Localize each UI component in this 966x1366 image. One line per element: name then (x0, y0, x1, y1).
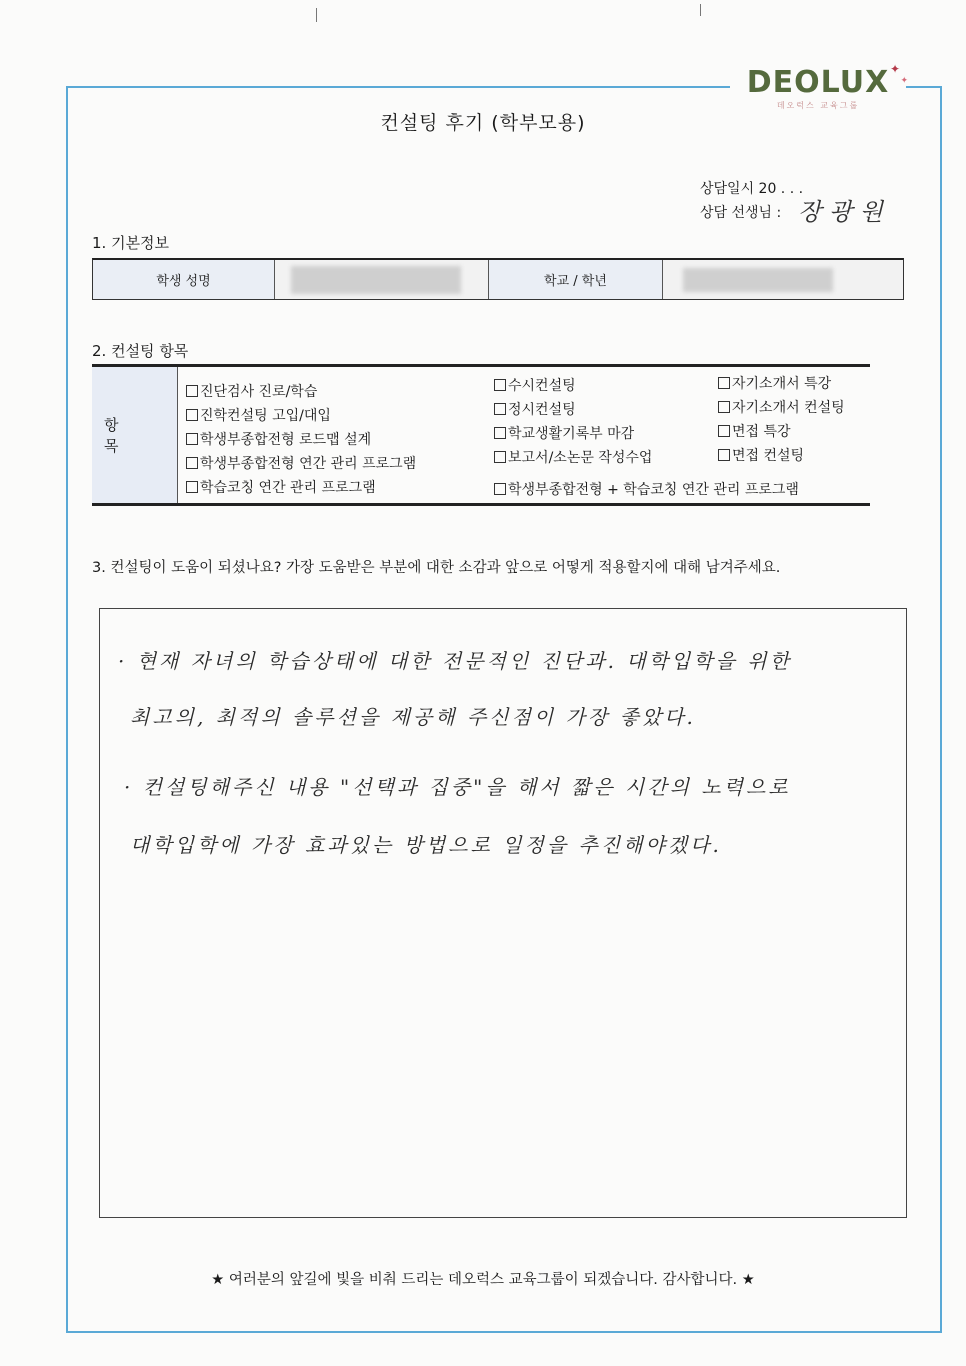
checkbox-icon[interactable] (718, 401, 730, 413)
handwritten-line: 최고의, 최적의 솔루션을 제공해 주신점이 가장 좋았다. (130, 705, 696, 729)
section-comment: 3. 컨설팅이 도움이 되셨나요? 가장 도움받은 부분에 대한 소감과 앞으로 어떻게 적용할지에 대해 남겨주세요. (92, 560, 781, 576)
consult-date: 상담일시 20 . . . (700, 181, 804, 197)
checkbox-item[interactable]: 자기소개서 컨설팅 (718, 397, 845, 417)
checkbox-icon[interactable] (186, 433, 198, 445)
logo-subtitle: 데오럭스 교육그룹 (776, 101, 860, 110)
items-header: 항 목 (92, 367, 178, 503)
checkbox-icon[interactable] (718, 377, 730, 389)
items-table (92, 364, 870, 506)
teacher-signature: 장 광 원 (798, 198, 883, 226)
checkbox-icon[interactable] (718, 449, 730, 461)
checkbox-icon[interactable] (494, 483, 506, 495)
checkbox-icon[interactable] (494, 379, 506, 391)
consult-teacher-label: 상담 선생님 : (700, 205, 782, 221)
checkbox-item[interactable]: 학생부종합전형 로드맵 설계 (186, 429, 371, 449)
checkbox-item[interactable]: 정시컨설팅 (494, 399, 576, 419)
handwritten-line: · 현재 자녀의 학습상태에 대한 전문적인 진단과. 대학입학을 위한 (118, 649, 792, 673)
scan-mark (700, 4, 701, 16)
student-name-redacted (275, 260, 489, 299)
checkbox-icon[interactable] (186, 385, 198, 397)
checkbox-icon[interactable] (494, 451, 506, 463)
student-name-label: 학생 성명 (93, 260, 275, 299)
star-icon: ✦ (889, 62, 900, 76)
section-items: 2. 컨설팅 항목 (92, 342, 189, 360)
checkbox-item[interactable]: 면접 컨설팅 (718, 445, 804, 465)
checkbox-icon[interactable] (186, 481, 198, 493)
handwritten-line: 대학입학에 가장 효과있는 방법으로 일정을 추진해야겠다. (130, 833, 722, 857)
checkbox-item[interactable]: 진학컨설팅 고입/대입 (186, 405, 331, 425)
checkbox-item[interactable]: 진단검사 진로/학습 (186, 381, 317, 401)
checkbox-icon[interactable] (494, 427, 506, 439)
checkbox-item[interactable]: 학생부종합전형 연간 관리 프로그램 (186, 453, 416, 473)
page-title: 컨설팅 후기 (학부모용) (380, 112, 586, 134)
checkbox-item[interactable]: 학교생활기록부 마감 (494, 423, 634, 443)
checkbox-item[interactable]: 자기소개서 특강 (718, 373, 831, 393)
checkbox-icon[interactable] (186, 409, 198, 421)
checkbox-item[interactable]: 보고서/소논문 작성수업 (494, 447, 652, 467)
star-icon: ✦ (900, 76, 908, 86)
basic-info-table (92, 258, 904, 300)
section-basic-info: 1. 기본정보 (92, 234, 170, 252)
checkbox-item[interactable]: 학습코칭 연간 관리 프로그램 (186, 477, 376, 497)
school-grade-label: 학교 / 학년 (489, 260, 663, 299)
comment-box[interactable] (99, 608, 907, 1218)
checkbox-item[interactable]: 수시컨설팅 (494, 375, 576, 395)
scan-mark (316, 8, 317, 22)
checkbox-item[interactable]: 면접 특강 (718, 421, 791, 441)
logo-wordmark: DEOLUX (746, 65, 890, 100)
checkbox-icon[interactable] (494, 403, 506, 415)
checkbox-icon[interactable] (186, 457, 198, 469)
checkbox-icon[interactable] (718, 425, 730, 437)
checkbox-item[interactable]: 학생부종합전형 + 학습코칭 연간 관리 프로그램 (494, 479, 799, 499)
footer-message: ★ 여러분의 앞길에 빛을 비춰 드리는 데오럭스 교육그룹이 되겠습니다. 감사합니다. ★ (211, 1272, 755, 1288)
handwritten-line: · 컨설팅해주신 내용 "선택과 집중"을 해서 짧은 시간의 노력으로 (124, 775, 791, 799)
school-grade-redacted (663, 260, 903, 299)
